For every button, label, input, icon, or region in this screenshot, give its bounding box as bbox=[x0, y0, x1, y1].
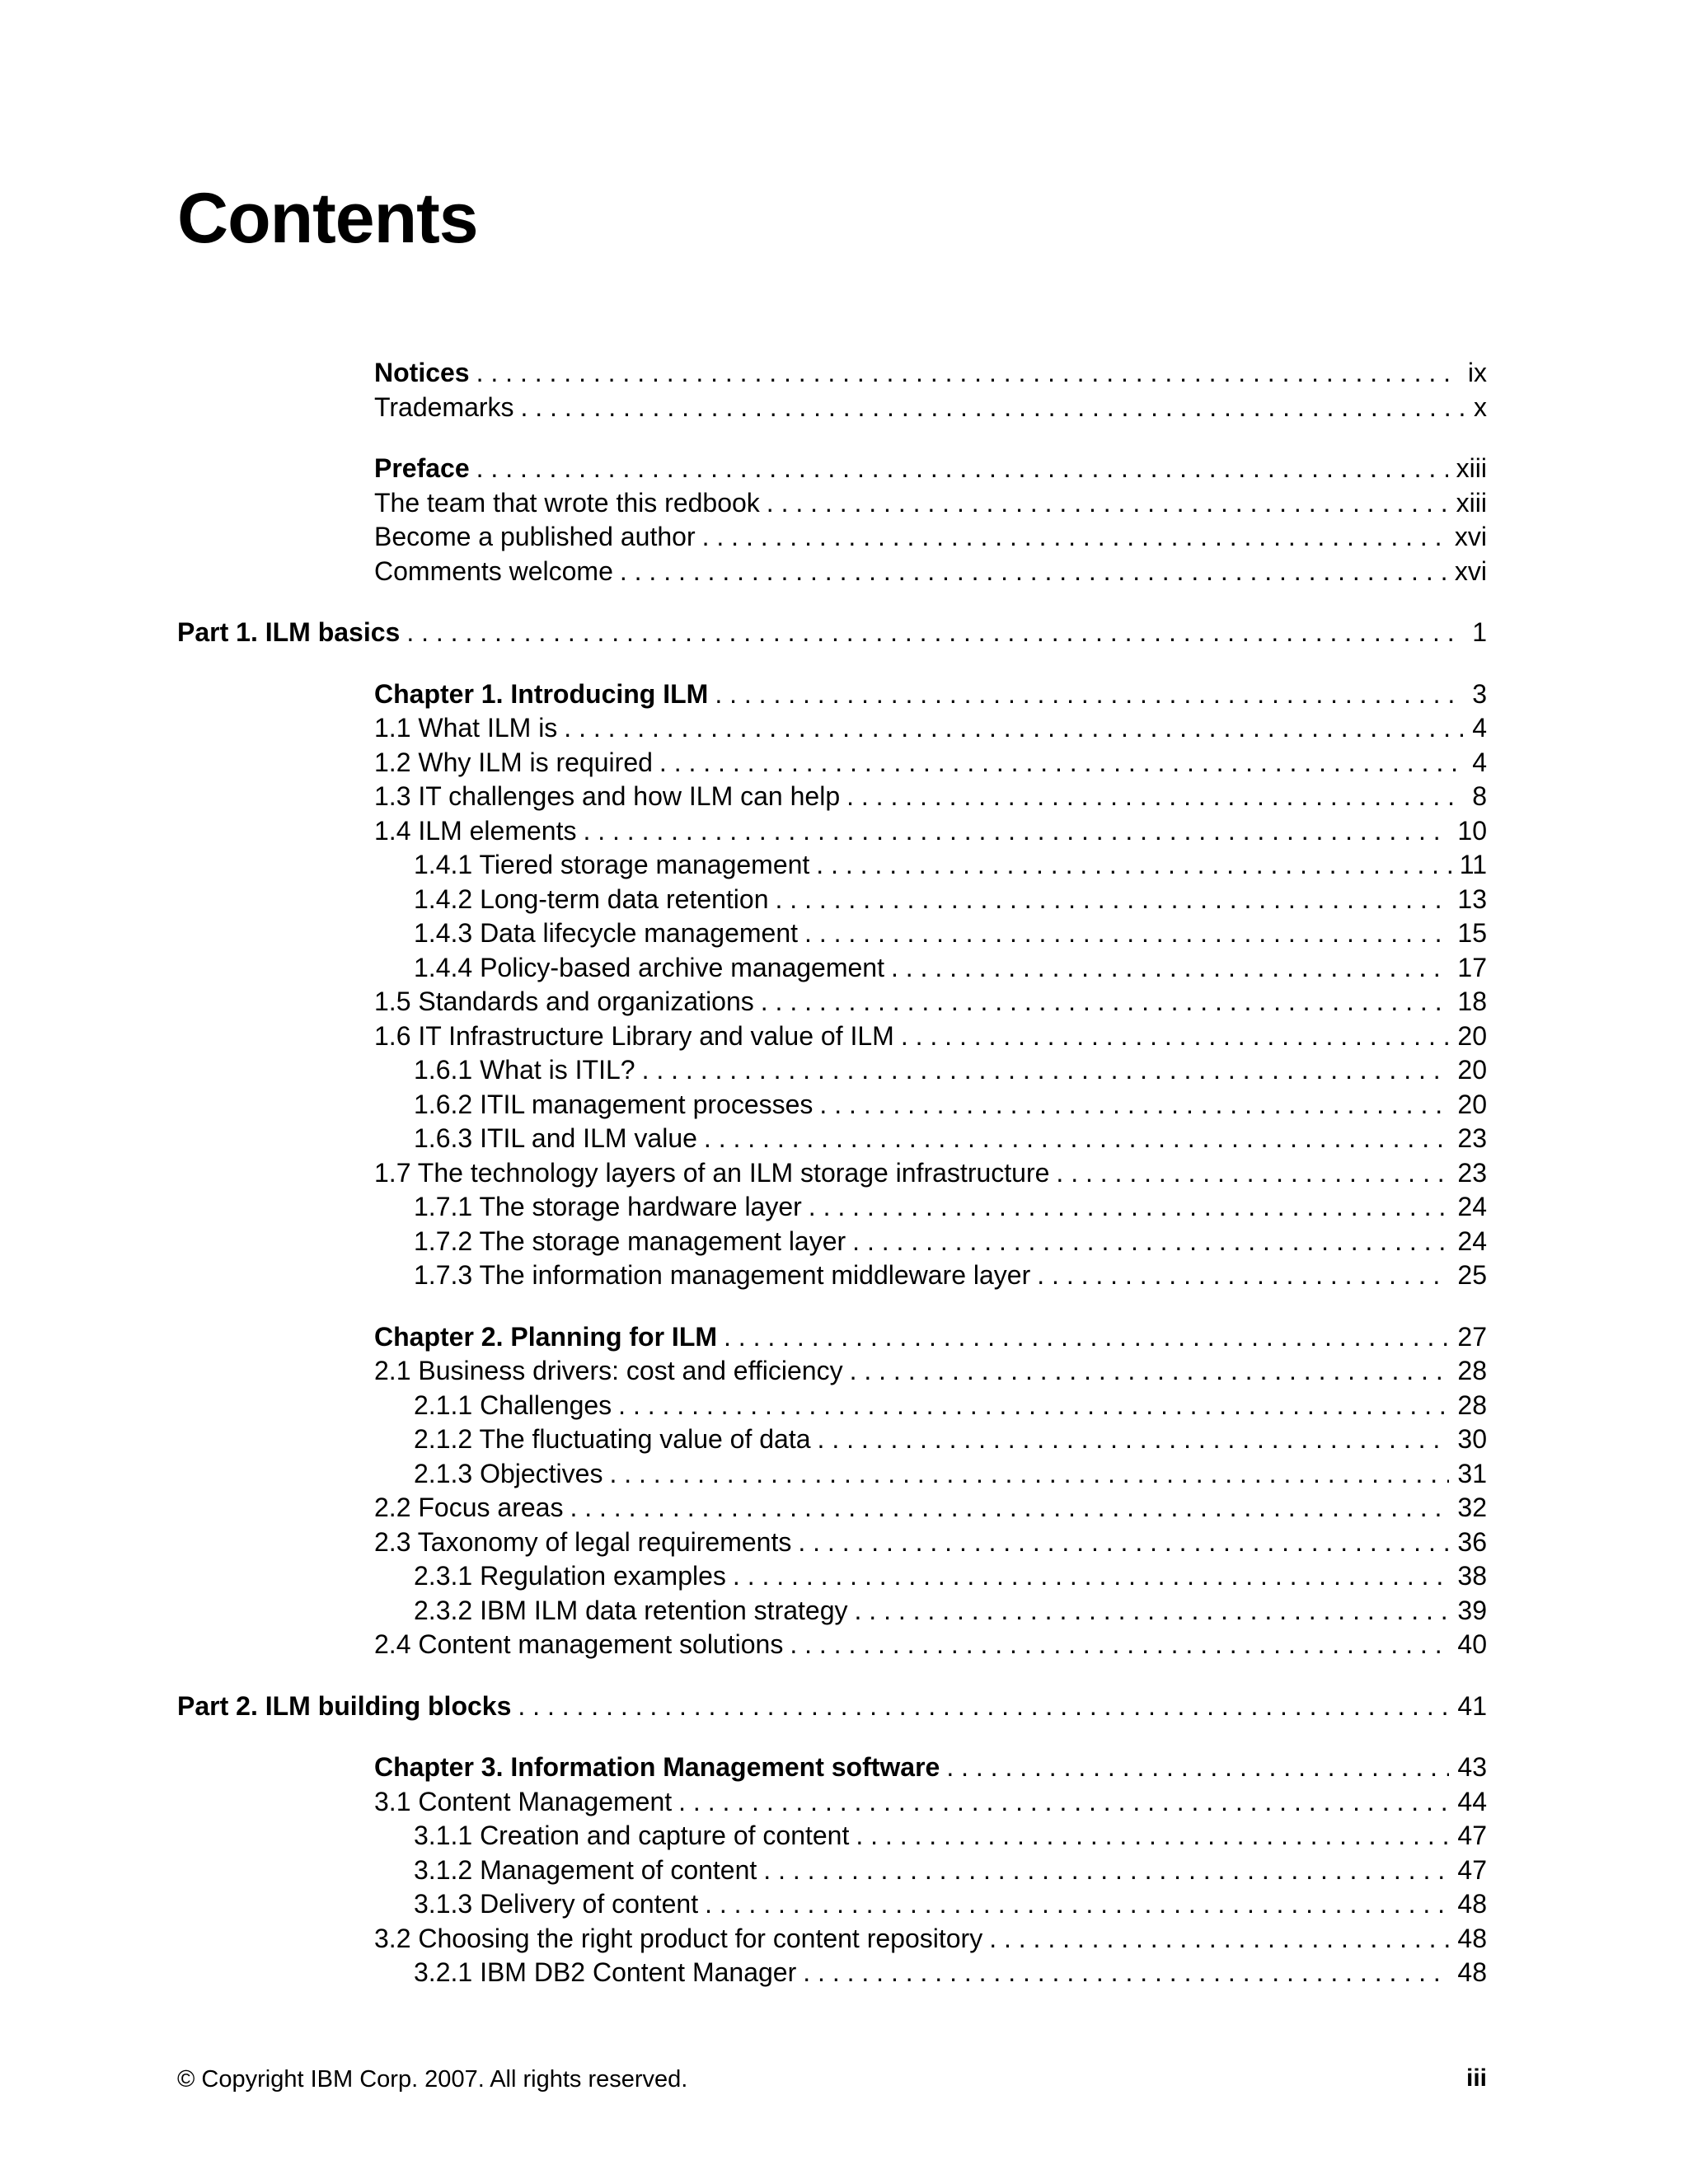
toc-leader-dots bbox=[678, 1785, 1449, 1820]
toc-entry-page: 41 bbox=[1457, 1690, 1487, 1721]
toc-subsection-entry[interactable] bbox=[414, 1389, 1487, 1423]
toc-leader-dots bbox=[891, 951, 1449, 986]
toc-leader-dots bbox=[476, 356, 1460, 391]
toc-entry-label: 2.2 Focus areas bbox=[374, 1493, 564, 1522]
toc-leader-dots bbox=[809, 1190, 1450, 1225]
toc-leader-dots bbox=[733, 1559, 1450, 1594]
toc-entry[interactable] bbox=[374, 391, 1487, 425]
toc-entry-label: 3.1.3 Delivery of content bbox=[414, 1889, 699, 1919]
toc-leader-dots bbox=[1056, 1156, 1449, 1191]
toc-entry[interactable] bbox=[374, 1922, 1487, 1957]
toc-entry-page: 28 bbox=[1457, 1356, 1487, 1385]
toc-entry-label: 2.1.2 The fluctuating value of data bbox=[414, 1424, 811, 1454]
toc-leader-dots bbox=[609, 1457, 1449, 1492]
toc-leader-dots bbox=[518, 1690, 1449, 1724]
toc-subsection-entry[interactable] bbox=[414, 1053, 1487, 1088]
toc-entry[interactable] bbox=[374, 780, 1487, 814]
toc-leader-dots bbox=[855, 1594, 1450, 1629]
toc-leader-dots bbox=[659, 746, 1464, 780]
toc-leader-dots bbox=[804, 916, 1449, 951]
toc-entry-page: xvi bbox=[1454, 555, 1487, 586]
toc-leader-dots bbox=[406, 616, 1464, 650]
toc-entry-label: 2.3 Taxonomy of legal requirements bbox=[374, 1526, 792, 1557]
toc-entry[interactable] bbox=[374, 520, 1487, 555]
toc-entry-page: 43 bbox=[1457, 1752, 1487, 1782]
toc-leader-dots bbox=[846, 780, 1464, 814]
toc-leader-dots bbox=[564, 711, 1464, 746]
toc-subsection-entry[interactable] bbox=[414, 1190, 1487, 1225]
toc-subsection-entry[interactable] bbox=[414, 1819, 1487, 1854]
toc-entry-label: 1.4.3 Data lifecycle management bbox=[414, 918, 799, 948]
toc-leader-dots bbox=[761, 985, 1450, 1019]
page-title: Contents bbox=[177, 179, 478, 258]
toc-entry-page: 20 bbox=[1457, 1020, 1487, 1051]
toc-subsection-entry[interactable] bbox=[414, 1225, 1487, 1259]
toc-entry-label: 3.2.1 IBM DB2 Content Manager bbox=[414, 1957, 797, 1987]
toc-entry-label: 2.3.1 Regulation examples bbox=[414, 1561, 726, 1591]
toc-leader-dots bbox=[704, 1122, 1450, 1156]
toc-entry-label: 3.2 Choosing the right product for content repository bbox=[374, 1923, 983, 1953]
toc-entry-page: 20 bbox=[1457, 1089, 1487, 1119]
toc-entry-page: 32 bbox=[1457, 1493, 1487, 1522]
toc-entry-page: 8 bbox=[1472, 781, 1487, 811]
toc-leader-dots bbox=[724, 1320, 1449, 1355]
toc-subsection-entry[interactable] bbox=[414, 1956, 1487, 1990]
toc-leader-dots bbox=[856, 1819, 1449, 1854]
toc-leader-dots bbox=[583, 814, 1449, 849]
toc-entry-page: xvi bbox=[1454, 522, 1487, 551]
toc-entry-page: 13 bbox=[1457, 883, 1487, 914]
toc-part-entry[interactable] bbox=[177, 1690, 1487, 1724]
toc-entry-label: 1.2 Why ILM is required bbox=[374, 747, 653, 777]
toc-entry[interactable] bbox=[374, 1354, 1487, 1389]
toc-entry-label: 1.5 Standards and organizations bbox=[374, 987, 754, 1016]
toc-entry-page: 39 bbox=[1457, 1595, 1487, 1625]
toc-subsection-entry[interactable] bbox=[414, 1088, 1487, 1122]
toc-entry-page: xiii bbox=[1456, 487, 1487, 518]
toc-entry-label: 2.3.2 IBM ILM data retention strategy bbox=[414, 1595, 848, 1625]
toc-entry-page: 3 bbox=[1472, 678, 1487, 709]
toc-leader-dots bbox=[618, 1389, 1449, 1423]
toc-entry-label: 1.6.3 ITIL and ILM value bbox=[414, 1123, 697, 1153]
toc-subsection-entry[interactable] bbox=[414, 848, 1487, 883]
toc-entry-label: 1.4.1 Tiered storage management bbox=[414, 850, 810, 879]
toc-entry[interactable] bbox=[374, 814, 1487, 849]
toc-entry-label: 2.1.3 Objectives bbox=[414, 1458, 603, 1488]
toc-leader-dots bbox=[790, 1628, 1449, 1662]
toc-entry-page: 25 bbox=[1457, 1260, 1487, 1290]
toc-entry-label: Part 1. ILM basics bbox=[177, 617, 401, 647]
toc-entry[interactable] bbox=[374, 1785, 1487, 1820]
toc-leader-dots bbox=[946, 1750, 1449, 1785]
toc-subsection-entry[interactable] bbox=[414, 1422, 1487, 1457]
toc-entry-label: Preface bbox=[374, 453, 470, 483]
toc-entry-page: 18 bbox=[1457, 987, 1487, 1016]
toc-entry-page: 47 bbox=[1457, 1821, 1487, 1850]
toc-part-entry[interactable] bbox=[177, 616, 1487, 650]
toc-entry-label: The team that wrote this redbook bbox=[374, 487, 760, 518]
toc-entry-page: 20 bbox=[1457, 1055, 1487, 1085]
toc-entry-page: 17 bbox=[1457, 952, 1487, 982]
toc-entry-label: 1.7 The technology layers of an ILM storage infrastructure bbox=[374, 1157, 1050, 1188]
toc-entry-label: 3.1 Content Management bbox=[374, 1786, 673, 1816]
toc-leader-dots bbox=[763, 1854, 1449, 1888]
toc-subsection-entry[interactable] bbox=[414, 951, 1487, 986]
toc-entry[interactable] bbox=[374, 555, 1487, 589]
toc-entry-label: 1.7.1 The storage hardware layer bbox=[414, 1192, 802, 1221]
toc-entry-page: 48 bbox=[1457, 1957, 1487, 1987]
toc-leader-dots bbox=[476, 452, 1448, 486]
toc-entry-page: 47 bbox=[1457, 1854, 1487, 1885]
toc-entry-page: 1 bbox=[1472, 617, 1487, 647]
toc-entry[interactable] bbox=[374, 1628, 1487, 1662]
toc-leader-dots bbox=[798, 1526, 1449, 1560]
table-of-contents bbox=[0, 356, 1688, 1990]
toc-leader-dots bbox=[1037, 1258, 1449, 1293]
toc-entry-page: 31 bbox=[1457, 1458, 1487, 1488]
toc-entry-page: 10 bbox=[1457, 815, 1487, 846]
toc-entry[interactable] bbox=[374, 985, 1487, 1019]
toc-entry-label: 1.4 ILM elements bbox=[374, 815, 577, 846]
toc-entry-label: 1.4.4 Policy-based archive management bbox=[414, 952, 884, 982]
toc-entry-page: 27 bbox=[1457, 1321, 1487, 1352]
toc-entry-label: Comments welcome bbox=[374, 555, 613, 586]
toc-entry-page: 23 bbox=[1457, 1123, 1487, 1153]
toc-entry-label: 1.1 What ILM is bbox=[374, 713, 558, 743]
toc-leader-dots bbox=[715, 677, 1464, 712]
toc-entry-label: 1.7.3 The information management middleware layer bbox=[414, 1260, 1031, 1290]
toc-entry-page: ix bbox=[1467, 358, 1487, 387]
toc-leader-dots bbox=[850, 1354, 1450, 1389]
toc-subsection-entry[interactable] bbox=[414, 1122, 1487, 1156]
toc-entry-page: 4 bbox=[1472, 747, 1487, 777]
toc-entry-label: 2.4 Content management solutions bbox=[374, 1629, 784, 1659]
toc-subsection-entry[interactable] bbox=[414, 1887, 1487, 1922]
toc-entry[interactable] bbox=[374, 1019, 1487, 1054]
toc-entry[interactable] bbox=[374, 452, 1487, 486]
toc-entry-label: 2.1.1 Challenges bbox=[414, 1390, 612, 1420]
toc-subsection-entry[interactable] bbox=[414, 1854, 1487, 1888]
toc-leader-dots bbox=[776, 883, 1450, 917]
toc-subsection-entry[interactable] bbox=[414, 883, 1487, 917]
toc-entry-page: 36 bbox=[1457, 1526, 1487, 1557]
toc-entry-page: 15 bbox=[1457, 918, 1487, 948]
toc-entry-label: Become a published author bbox=[374, 522, 696, 551]
toc-subsection-entry[interactable] bbox=[414, 1594, 1487, 1629]
toc-entry-label: Notices bbox=[374, 358, 470, 387]
toc-entry-page: 38 bbox=[1457, 1561, 1487, 1591]
toc-subsection-entry[interactable] bbox=[414, 916, 1487, 951]
toc-leader-dots bbox=[819, 1088, 1449, 1122]
toc-leader-dots bbox=[901, 1019, 1450, 1054]
toc-entry-page: 48 bbox=[1457, 1923, 1487, 1953]
toc-entry-label: 3.1.2 Management of content bbox=[414, 1854, 757, 1885]
toc-entry[interactable] bbox=[374, 1491, 1487, 1526]
toc-entry-page: 28 bbox=[1457, 1390, 1487, 1420]
toc-entry-page: 30 bbox=[1457, 1424, 1487, 1454]
toc-entry-label: 1.3 IT challenges and how ILM can help bbox=[374, 781, 841, 811]
toc-leader-dots bbox=[852, 1225, 1449, 1259]
toc-leader-dots bbox=[989, 1922, 1449, 1957]
toc-entry-page: 23 bbox=[1457, 1157, 1487, 1188]
toc-entry[interactable] bbox=[374, 711, 1487, 746]
toc-entry-label: 1.4.2 Long-term data retention bbox=[414, 883, 769, 914]
toc-subsection-entry[interactable] bbox=[414, 1258, 1487, 1293]
toc-entry-label: Part 2. ILM building blocks bbox=[177, 1690, 512, 1721]
toc-subsection-entry[interactable] bbox=[414, 1457, 1487, 1492]
toc-entry-page: xiii bbox=[1456, 453, 1487, 483]
toc-leader-dots bbox=[767, 486, 1448, 521]
toc-leader-dots bbox=[705, 1887, 1449, 1922]
toc-entry-page: x bbox=[1474, 391, 1487, 422]
toc-entry[interactable] bbox=[374, 356, 1487, 391]
toc-entry-label: 2.1 Business drivers: cost and efficiency bbox=[374, 1356, 843, 1385]
toc-leader-dots bbox=[816, 848, 1451, 883]
toc-entry-label: Trademarks bbox=[374, 391, 514, 422]
toc-leader-dots bbox=[803, 1956, 1449, 1990]
toc-entry[interactable] bbox=[374, 677, 1487, 712]
toc-leader-dots bbox=[818, 1422, 1450, 1457]
toc-leader-dots bbox=[570, 1491, 1449, 1526]
page-number: iii bbox=[1465, 2064, 1487, 2092]
toc-subsection-entry[interactable] bbox=[414, 1559, 1487, 1594]
toc-entry[interactable] bbox=[374, 1320, 1487, 1355]
toc-entry[interactable] bbox=[374, 746, 1487, 780]
toc-leader-dots bbox=[702, 520, 1447, 555]
toc-entry-page: 24 bbox=[1457, 1192, 1487, 1221]
toc-entry[interactable] bbox=[374, 1156, 1487, 1191]
toc-entry-page: 11 bbox=[1459, 850, 1487, 879]
toc-entry-label: Chapter 1. Introducing ILM bbox=[374, 678, 709, 709]
toc-entry-page: 24 bbox=[1457, 1226, 1487, 1256]
toc-entry[interactable] bbox=[374, 486, 1487, 521]
toc-entry-label: 1.7.2 The storage management layer bbox=[414, 1226, 846, 1256]
toc-entry[interactable] bbox=[374, 1526, 1487, 1560]
copyright-notice: © Copyright IBM Corp. 2007. All rights reserved. bbox=[177, 2066, 688, 2093]
toc-entry-label: 1.6.1 What is ITIL? bbox=[414, 1055, 635, 1085]
toc-entry-page: 40 bbox=[1457, 1629, 1487, 1659]
toc-entry[interactable] bbox=[374, 1750, 1487, 1785]
toc-entry-label: 3.1.1 Creation and capture of content bbox=[414, 1821, 850, 1850]
toc-entry-page: 44 bbox=[1457, 1786, 1487, 1816]
toc-entry-label: Chapter 2. Planning for ILM bbox=[374, 1321, 718, 1352]
toc-entry-page: 4 bbox=[1472, 713, 1487, 743]
toc-leader-dots bbox=[521, 391, 1465, 425]
toc-leader-dots bbox=[620, 555, 1447, 589]
toc-entry-page: 48 bbox=[1457, 1889, 1487, 1919]
toc-entry-label: Chapter 3. Information Management software bbox=[374, 1752, 940, 1782]
toc-entry-label: 1.6.2 ITIL management processes bbox=[414, 1089, 814, 1119]
toc-entry-label: 1.6 IT Infrastructure Library and value of ILM bbox=[374, 1020, 894, 1051]
toc-leader-dots bbox=[642, 1053, 1450, 1088]
